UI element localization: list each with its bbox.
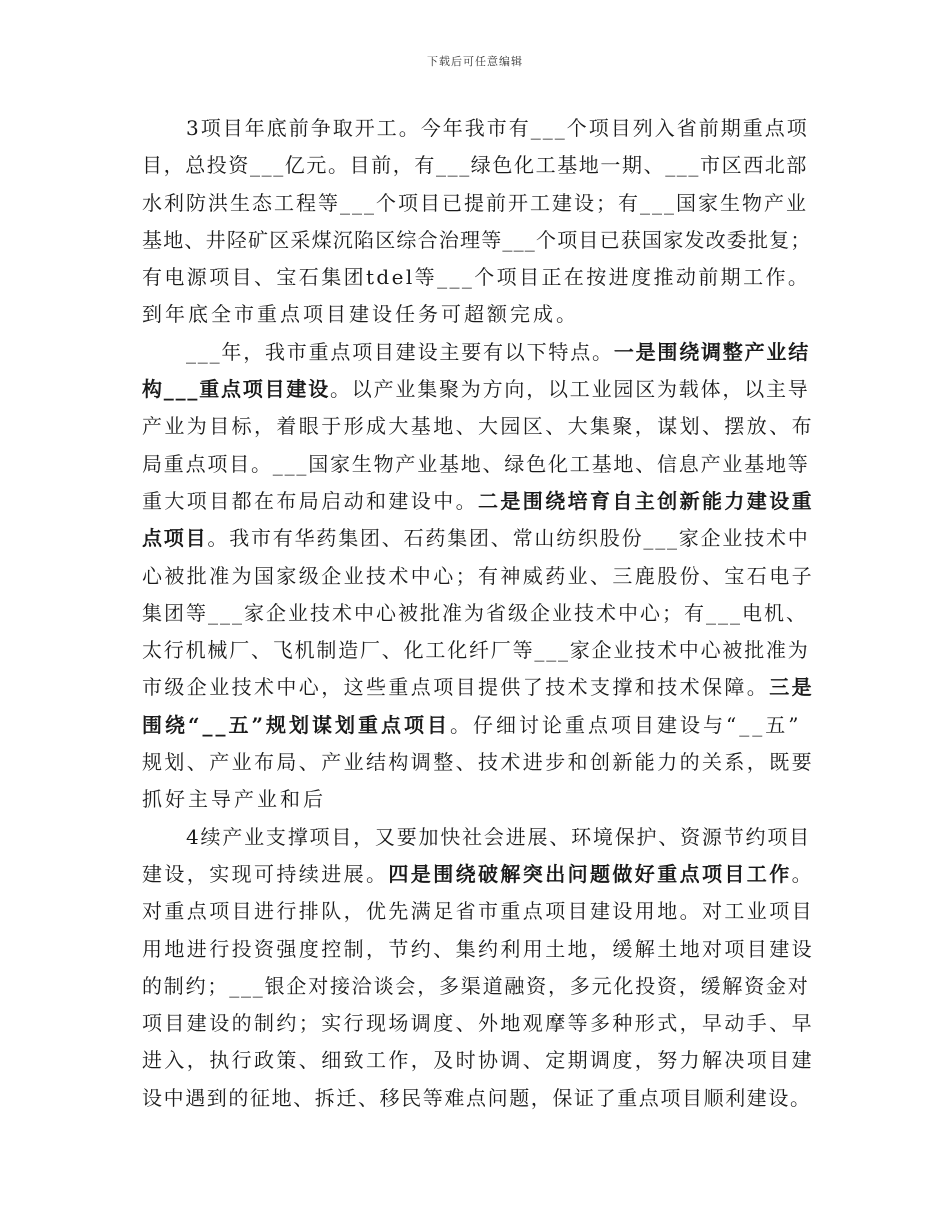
text-span: 规划、产业布局、产业结构调整、技术进步和创新能力的关系，既要 [142,750,814,775]
text-line [142,856,814,893]
text-span: 有电源项目、宝石集团tdel等___个项目正在按进度推动前期工作。 [142,265,811,290]
text-span: 的制约；___银企对接洽谈会，多渠道融资，多元化投资，缓解资金对 [142,973,810,998]
text-line [142,408,814,445]
text-span: 3项目年底前争取开工。今年我市有___个项目列入省前期重点项 [186,116,809,140]
text-span: 重大项目都在布局启动和建设中。 [142,488,478,513]
bold-text: 二是围绕培育自主创新能力建设重 [478,488,814,513]
text-span: 建设，实现可持续进展。 [142,861,389,886]
text-line [142,632,814,669]
text-line [142,893,814,930]
bold-text: 点项目 [142,526,208,551]
bold-text: 四是围绕破解突出问题做好重点项目工作 [388,861,792,886]
text-span: 水利防洪生态工程等___个项目已提前开工建设；有___国家生物产业 [142,190,808,215]
text-line [142,185,814,222]
text-span: 市级企业技术中心，这些重点项目提供了技术支撑和技术保障。 [142,675,770,700]
text-span: 太行机械厂、飞机制造厂、化工化纤厂等___家企业技术中心被批准为 [142,638,810,663]
text-span: 心被批准为国家级企业技术中心；有神威药业、三鹿股份、宝石电子 [142,563,814,588]
text-line [142,968,814,1005]
text-span: 到年底全市重点项目建设任务可超额完成。 [142,302,579,327]
text-line [142,334,814,371]
text-span: 抓好主导产业和后 [142,787,326,812]
text-line [142,1080,814,1117]
bold-text: 一是围绕调整产业结 [613,339,811,364]
text-span: 进入，执行政策、细致工作，及时协调、定期调度，努力解决项目建 [142,1048,814,1073]
text-span: 设中遇到的征地、拆迁、移民等难点问题，保证了重点项目顺利建设。 [142,1085,812,1110]
bold-text: 构___重点项目建设 [142,377,330,402]
text-span: 集团等___家企业技术中心被批准为省级企业技术中心；有___电机、 [142,600,808,625]
text-line [142,1042,814,1079]
text-span: 用地进行投资强度控制，节约、集约利用土地，缓解土地对项目建设 [142,936,814,961]
text-line [142,931,814,968]
text-span: 4续产业支撑项目，又要加快社会进展、环境保护、资源节约项目 [186,824,811,849]
text-line [142,371,814,408]
text-line [142,296,814,333]
text-span: ___年，我市重点项目建设主要有以下特点。 [186,339,614,364]
text-line [142,595,814,632]
text-span: 。 [791,861,815,886]
text-span: 。我市有华药集团、石药集团、常山纺织股份___家企业技术中 [207,526,810,551]
text-line [142,222,814,259]
bold-text: 三是 [769,675,815,700]
text-line [142,744,814,781]
text-span: 局重点项目。___国家生物产业基地、绿色化工基地、信息产业基地等 [142,451,810,476]
document-body [142,110,814,1117]
text-span: 基地、井陉矿区采煤沉陷区综合治理等___个项目已获国家发改委批复； [142,227,812,252]
text-span: 目，总投资___亿元。目前，有___绿色化工基地一期、___市区西北部 [142,153,808,178]
text-span: 产业为目标，着眼于形成大基地、大园区、大集聚，谋划、摆放、布 [142,414,814,439]
text-line [142,520,814,557]
text-line [142,558,814,595]
text-line [142,483,814,520]
text-span: 。以产业集聚为方向，以工业园区为载体，以主导 [330,377,810,402]
page-header: 下载后可任意编辑 [427,55,523,68]
text-line [142,819,814,856]
text-line [142,259,814,296]
text-line [142,781,814,818]
text-line [142,669,814,706]
bold-text: 围绕“__五”规划谋划重点项目 [142,712,451,737]
text-line [142,707,814,744]
text-line [142,446,814,483]
text-line [142,147,814,184]
text-span: 项目建设的制约；实行现场调度、外地观摩等多种形式，早动手、早 [142,1011,814,1036]
text-line [142,1005,814,1042]
text-span: 对重点项目进行排队，优先满足省市重点项目建设用地。对工业项目 [142,899,814,924]
text-line [142,110,814,147]
text-span: 。仔细讨论重点项目建设与“__五” [450,712,802,737]
